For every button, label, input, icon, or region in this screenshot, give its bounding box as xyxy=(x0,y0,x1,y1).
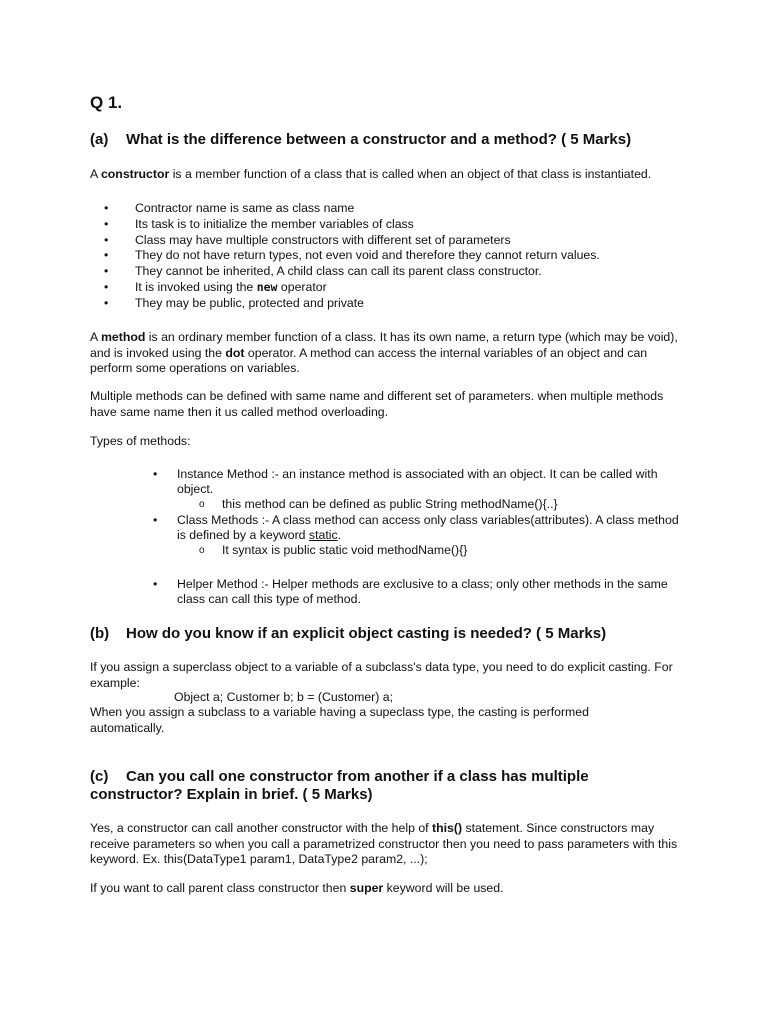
bullet-icon: • xyxy=(153,467,158,481)
bullet-text: It is invoked using the xyxy=(135,279,257,294)
bullet-text: Its task is to initialize the member variables of class xyxy=(135,216,414,231)
bullet-text: They do not have return types, not even void and therefore they cannot return values. xyxy=(135,248,600,263)
types-of-methods-label: Types of methods: xyxy=(90,434,191,448)
bullet-icon: • xyxy=(104,248,109,263)
bullet-icon: • xyxy=(104,232,109,247)
question-a-label: (a) xyxy=(90,131,109,148)
circle-bullet-icon: o xyxy=(199,499,205,511)
class-method-text: Class Methods :- A class method can access only class variables(attributes). A class method is defined by a keyword xyxy=(177,512,679,542)
method-types-list xyxy=(150,467,685,558)
question-c-text-line1: Can you call one constructor from another if a class has multiple xyxy=(126,768,589,785)
question-b-heading xyxy=(90,625,730,642)
intro-post: is a member function of a class that is called when an object of that class is instantiated. xyxy=(169,167,652,181)
helper-method-text: Helper Method :- Helper methods are exclusive to a class; only other methods in the same class can call this type of method. xyxy=(177,577,668,607)
list-item xyxy=(90,201,730,217)
method-post: operator. A method can access the internal variables of an object and can perform some operations on variables. xyxy=(90,345,648,375)
bullet-text: They cannot be inherited, A child class can call its parent class constructor. xyxy=(135,264,542,279)
super-keyword: super xyxy=(349,881,384,895)
casting-paragraph-2: When you assign a subclass to a variable having a supeclass type, the casting is performed automatically. xyxy=(90,705,589,735)
helper-method-list xyxy=(150,577,685,607)
list-item xyxy=(90,296,730,312)
intro-pre: A xyxy=(90,167,101,181)
this-pre: Yes, a constructor can call another constructor with the help of xyxy=(90,821,432,835)
question-c-label: (c) xyxy=(90,768,109,785)
question-a-heading xyxy=(90,131,730,148)
bullet-text: Class may have multiple constructors with different set of parameters xyxy=(135,232,511,247)
casting-code-example: Object a; Customer b; b = (Customer) a; xyxy=(174,690,394,704)
this-post: statement. Since constructors may receive parameters so when you call a parametrized constructor then you need to pass parameters with this keyword. Ex. this(DataType1 param1, DataType2 param2, ...); xyxy=(90,821,678,866)
bullet-icon: • xyxy=(104,279,109,294)
constructor-call-paragraph xyxy=(90,821,680,868)
list-item xyxy=(90,280,730,296)
bullet-text-post: operator xyxy=(277,279,327,294)
bullet-icon: • xyxy=(153,512,158,527)
list-item xyxy=(90,233,730,249)
question-number: Q 1. xyxy=(90,93,123,112)
method-pre: A xyxy=(90,330,101,344)
bullet-icon: • xyxy=(104,201,109,215)
super-paragraph xyxy=(90,881,690,897)
bullet-text: Contractor name is same as class name xyxy=(135,201,355,215)
dot-term: dot xyxy=(225,345,245,360)
super-pre: If you want to call parent class constructor then xyxy=(90,881,350,895)
static-keyword: static xyxy=(308,527,338,542)
list-item xyxy=(90,248,730,264)
casting-paragraph-1: If you assign a superclass object to a variable of a subclass's data type, you need to do explicit casting. For example: xyxy=(90,660,673,690)
constructor-term: constructor xyxy=(100,167,170,181)
new-keyword: new xyxy=(256,279,278,294)
sub-item xyxy=(177,497,685,512)
bullet-icon: • xyxy=(104,216,109,231)
this-keyword: this() xyxy=(432,821,463,835)
question-a-text: What is the difference between a constructor and a method? ( 5 Marks) xyxy=(126,131,632,148)
class-sub-text: It syntax is public static void methodName(){} xyxy=(222,543,468,558)
list-item-class-method xyxy=(150,513,685,559)
super-post: keyword will be used. xyxy=(383,881,504,895)
bullet-icon: • xyxy=(104,295,109,310)
list-item-instance-method xyxy=(150,467,685,513)
list-item xyxy=(90,217,730,233)
overloading-paragraph: Multiple methods can be defined with same name and different set of parameters. when multiple methods have same name then it us called method overloading. xyxy=(90,389,664,419)
constructor-bullet-list xyxy=(90,201,730,312)
method-term: method xyxy=(100,330,146,344)
question-c-heading xyxy=(90,768,730,804)
method-paragraph xyxy=(90,330,690,377)
class-method-post: . xyxy=(337,527,342,542)
list-item xyxy=(90,264,730,280)
sub-item xyxy=(177,543,685,558)
question-c-text-line2: constructor? Explain in brief. ( 5 Marks) xyxy=(90,786,373,803)
circle-bullet-icon: o xyxy=(199,545,205,557)
question-b-label: (b) xyxy=(90,625,110,642)
method-mid: is an ordinary member function of a class. It has its own name, a return type (which may be void), and is invoked using the xyxy=(90,330,678,360)
bullet-text: They may be public, protected and private xyxy=(135,295,364,310)
list-item-helper-method xyxy=(150,577,685,607)
bullet-icon: • xyxy=(153,577,158,591)
constructor-intro xyxy=(90,167,710,183)
instance-sub-text: this method can be defined as public String methodName(){..} xyxy=(222,497,558,512)
question-b-text: How do you know if an explicit object casting is needed? ( 5 Marks) xyxy=(126,625,607,642)
instance-method-text: Instance Method :- an instance method is associated with an object. It can be called with object. xyxy=(177,467,658,497)
bullet-icon: • xyxy=(104,264,109,279)
